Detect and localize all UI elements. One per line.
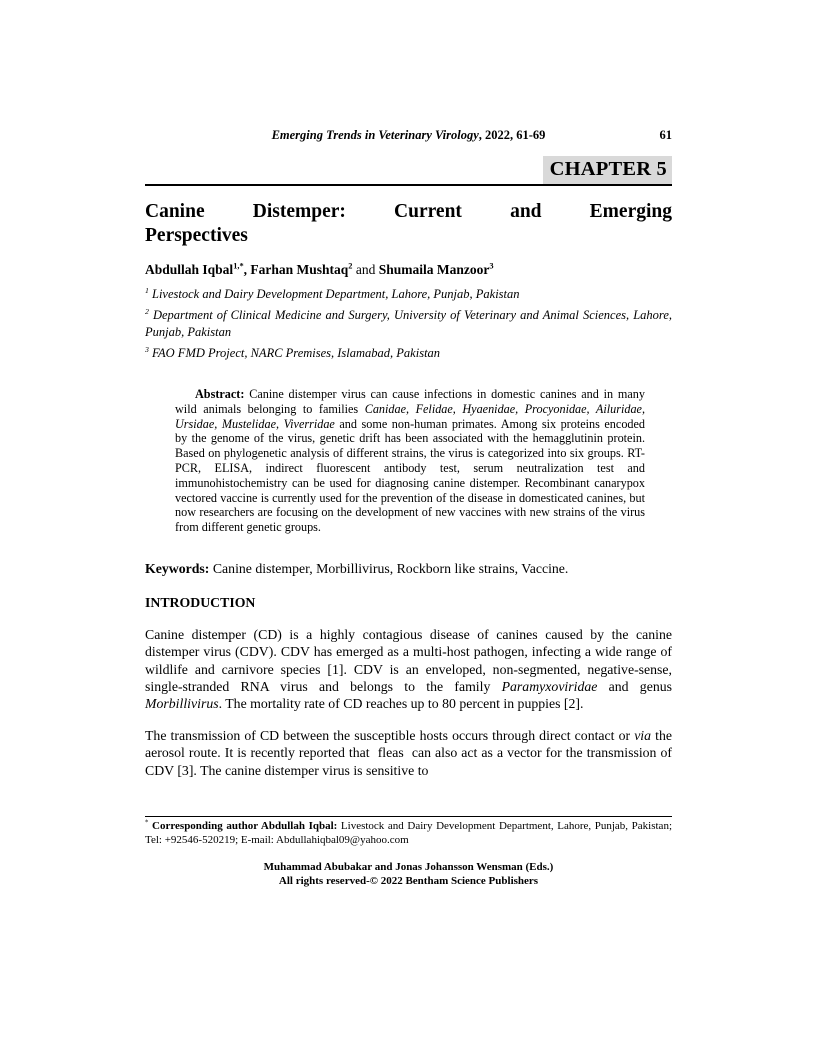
chapter-badge: CHAPTER 5 [543, 156, 672, 184]
paragraph-1 [145, 626, 672, 713]
author-name-3: Shumaila Manzoor [378, 262, 490, 277]
affiliation-sup-1: 1 [145, 285, 149, 295]
affiliation-item-1 [145, 286, 672, 303]
page-footer [145, 816, 672, 888]
keywords [145, 560, 672, 577]
abstract-families-italic: Canidae, Felidae, Hyaenidae, Procyonidae, Ailuridae, Ursidae, Mustelidae, Viverridae [175, 401, 645, 431]
affiliation-sup-2: 2 [145, 306, 149, 316]
paragraph-2-text-2: the aerosol route. It is recently reported that fleas can also act as a vector for the transmission of CDV [3]. The canine distemper virus is sensitive to [145, 727, 672, 778]
author-sup-1: 1,* [233, 261, 244, 271]
author-separator-1: , [243, 262, 251, 277]
editors-line: Muhammad Abubakar and Jonas Johansson Wensman (Eds.) [263, 861, 554, 873]
page-title-line2: Perspectives [145, 225, 248, 246]
abstract [175, 387, 645, 535]
journal-title [272, 128, 546, 142]
affiliation-sup-3: 3 [145, 344, 149, 354]
affiliation-text-1: Livestock and Dairy Development Department, Lahore, Punjab, Pakistan [152, 287, 520, 301]
abstract-text-1: Canine distemper virus can cause infections in domestic canines and in many wild animals belonging to families [175, 387, 645, 416]
footnote-bold-text: Corresponding author Abdullah Iqbal: [148, 820, 338, 832]
affiliation-item-2 [145, 307, 672, 340]
page-number: 61 [659, 128, 672, 142]
chapter-row [145, 156, 672, 184]
abstract-label: Abstract: [195, 387, 245, 401]
paragraph-1-text-3: . The mortality rate of CD reaches up to 80 percent in puppies [2]. [218, 696, 584, 712]
author-name-2: Farhan Mushtaq [250, 262, 349, 277]
affiliation-text-2: Department of Clinical Medicine and Surgery, University of Veterinary and Animal Sciences, Lahore, Punjab, Pakistan [145, 308, 672, 339]
corresponding-author-footnote [145, 820, 672, 847]
affiliations [145, 286, 672, 361]
paragraph-2 [145, 727, 672, 779]
rights-line: All rights reserved-© 2022 Bentham Science Publishers [278, 875, 539, 887]
authors-line [145, 261, 672, 278]
running-head [145, 128, 672, 143]
publisher-block [145, 860, 672, 888]
paragraph-2-via-italic: via [634, 727, 652, 743]
author-name-1: Abdullah Iqbal [145, 262, 234, 277]
author-sup-3: 3 [489, 261, 494, 271]
paragraph-2-text-1: The transmission of CD between the susceptible hosts occurs through direct contact or [145, 727, 635, 743]
section-heading-introduction: INTRODUCTION [145, 595, 256, 611]
footnote-asterisk: * [145, 819, 149, 827]
affiliation-item-3 [145, 345, 672, 362]
paragraph-1-genus-italic: Morbillivirus [145, 696, 219, 712]
keywords-label: Keywords: [145, 560, 210, 576]
author-separator-2: and [352, 262, 379, 277]
page-title-line1: Canine Distemper: Current and Emerging [145, 201, 672, 222]
paragraph-1-family-italic: Paramyxoviridae [501, 679, 598, 694]
header-rule [145, 184, 672, 186]
abstract-text-2: and some non-human primates. Among six proteins encoded by the genome of the virus, genetic drift has been associated with the hemagglutinin protein. Based on phylogenetic analysis of different strains, the virus is categorized into six groups. RT-PCR, ELISA, indirect fluorescent antibody test, serum neutralization test and immunohistochemistry can be used for diagnosing canine distemper. Recombinant canarypox vectored vaccine is currently used for the prevention of the disease in domesticated canines, but now researchers are focusing on the development of new vaccines with new strains of the virus from different genetic groups. [175, 416, 646, 535]
author-sup-2: 2 [348, 261, 353, 271]
journal-title-rest: , 2022, 61-69 [478, 128, 546, 142]
footnote-text: Livestock and Dairy Development Department, Lahore, Punjab, Pakistan; Tel: +92546-520219; E-mail: Abdullahiqbal09@yahoo.com [145, 820, 673, 846]
journal-title-italic: Emerging Trends in Veterinary Virology [271, 128, 479, 142]
affiliation-text-3: FAO FMD Project, NARC Premises, Islamabad, Pakistan [152, 345, 441, 360]
keywords-text: Canine distemper, Morbillivirus, Rockborn like strains, Vaccine. [209, 560, 569, 576]
paragraph-1-text-1: Canine distemper (CD) is a highly contagious disease of canines caused by the canine distemper virus (CDV). CDV has emerged as a multi-host pathogen, infecting a wide range of wildlife and carnivore species [1]. CDV is an enveloped, non-segmented, negative-sense, single-stranded RNA virus and belongs to the family [145, 626, 672, 694]
paragraph-1-text-2: and genus [597, 679, 672, 694]
footnote-divider [145, 816, 672, 817]
page-title [145, 200, 672, 248]
